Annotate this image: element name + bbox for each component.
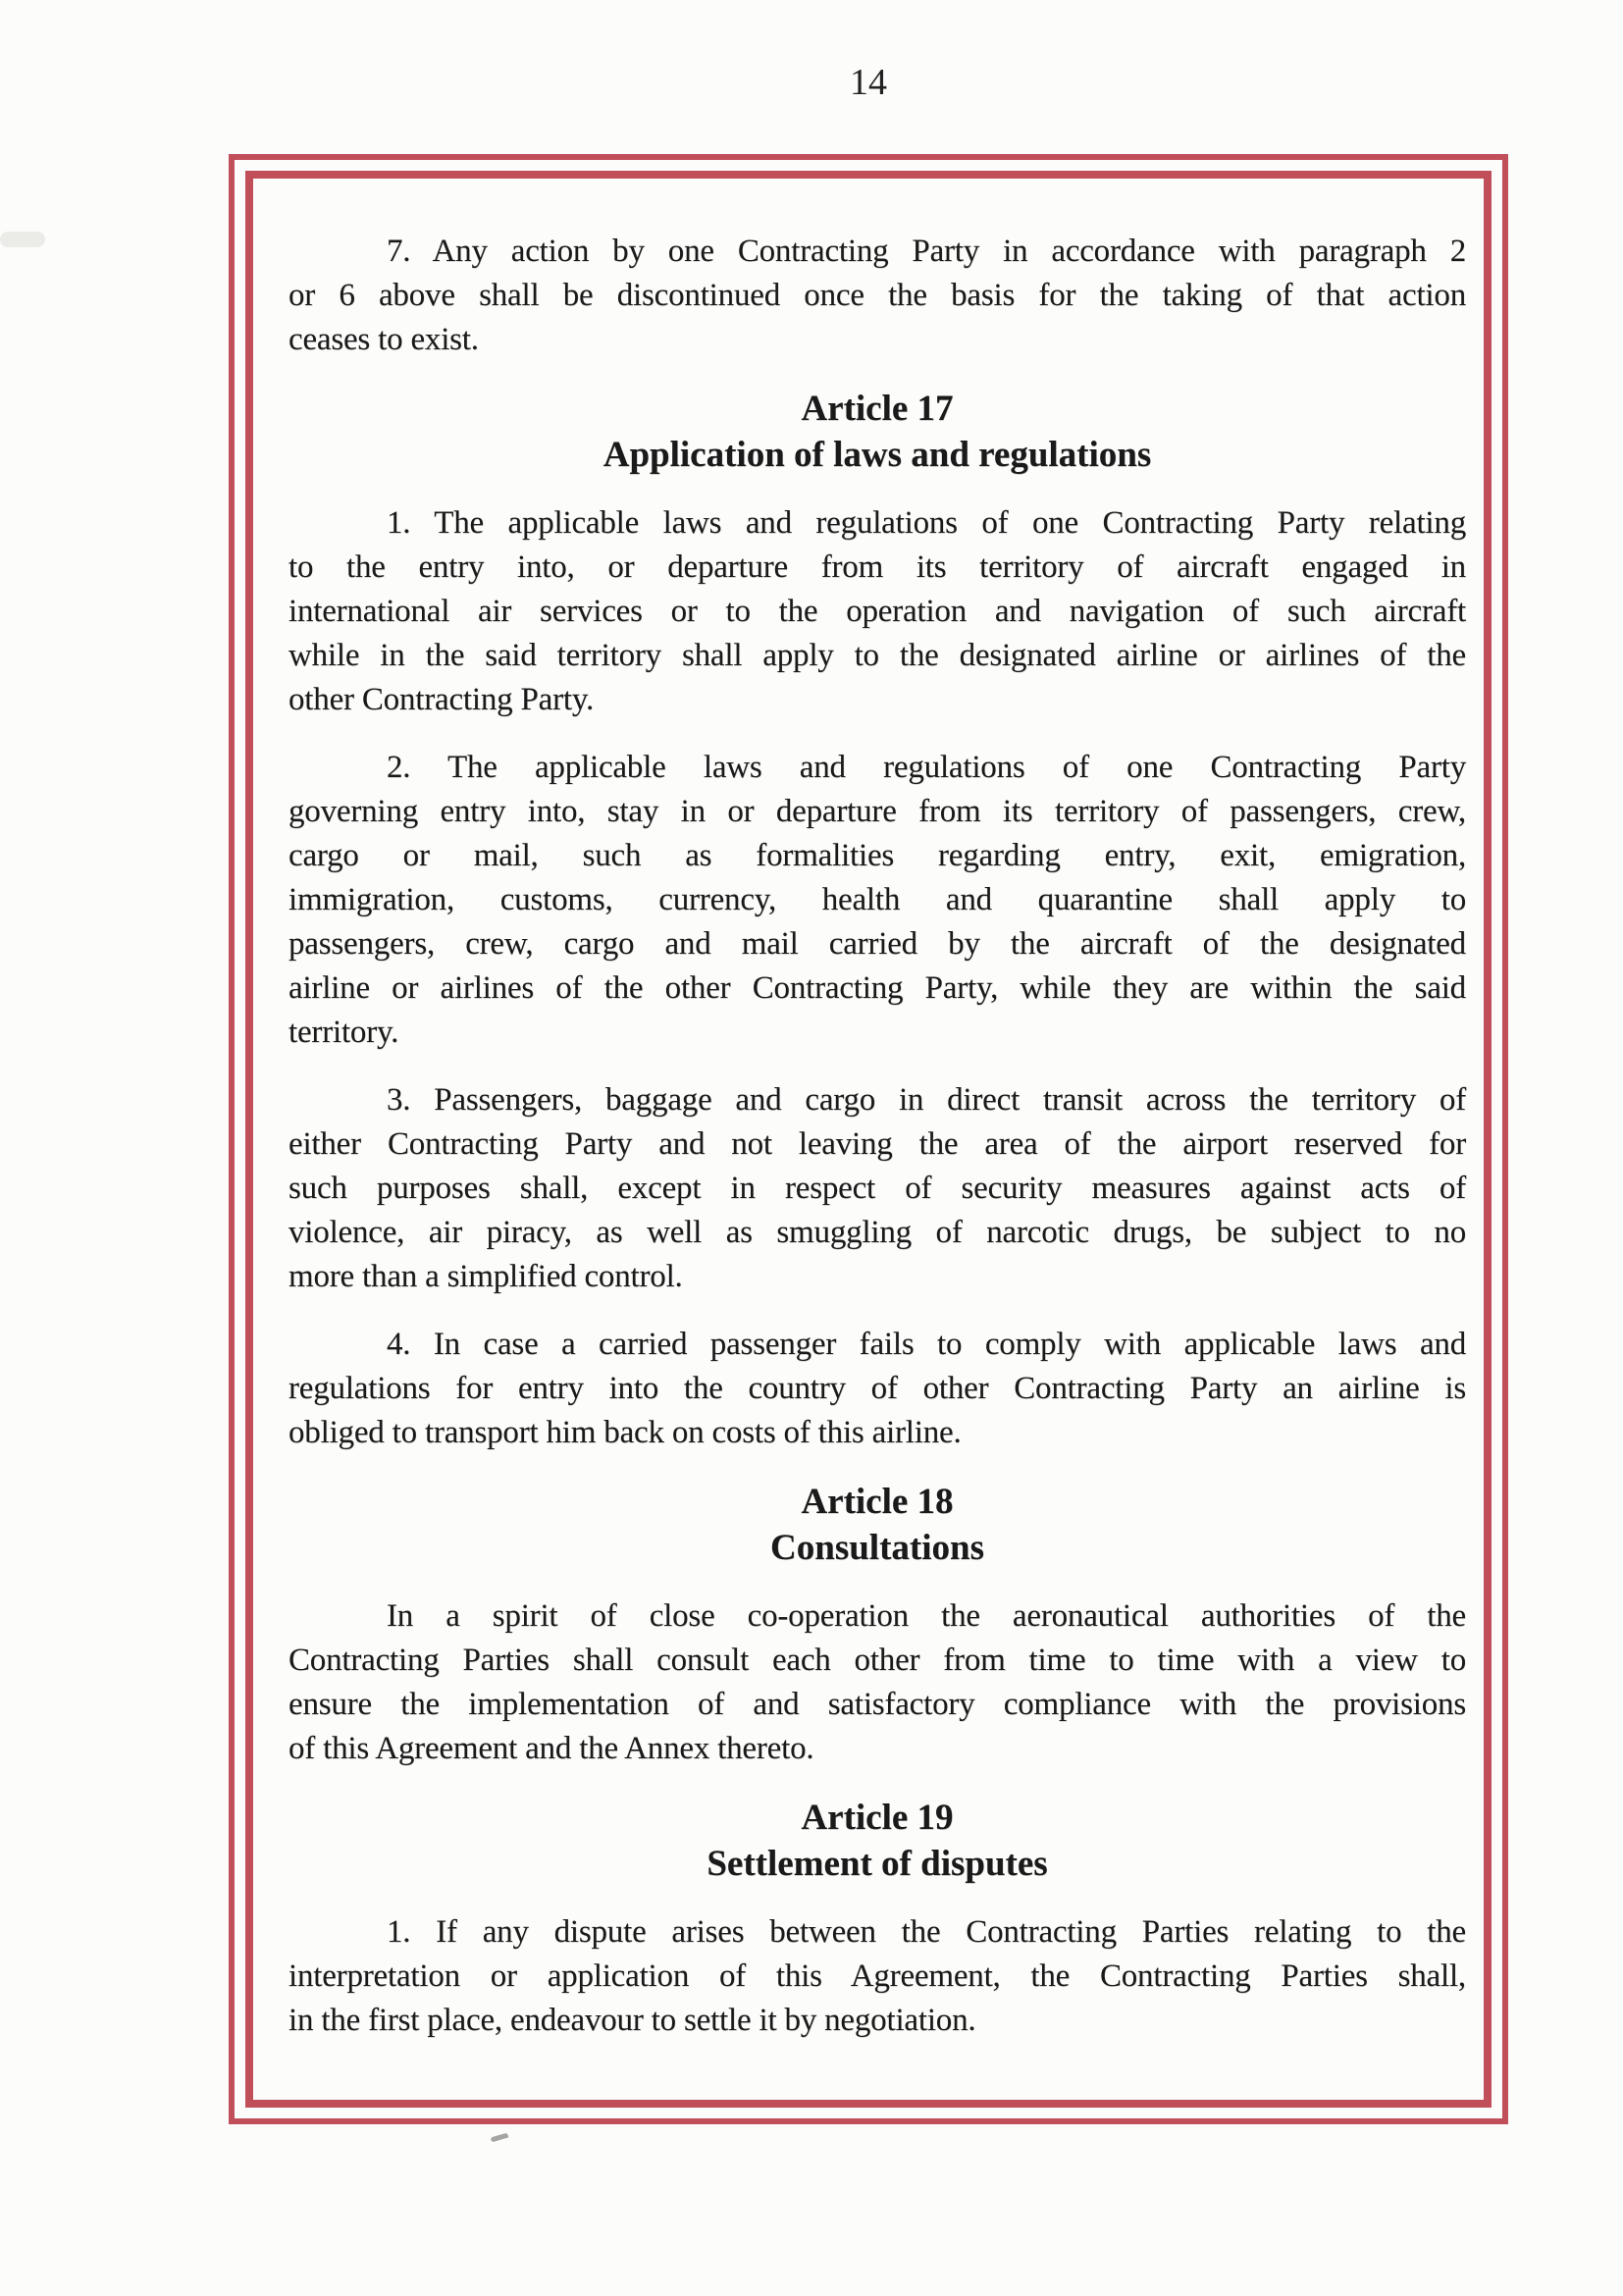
text-line: Contracting Parties shall consult each other from time to time with a view to [288,1643,1466,1678]
text-line: cargo or mail, such as formalities regarding entry, exit, emigration, [288,838,1466,873]
article-17-title: Article 17 [801,389,954,429]
text-line: either Contracting Party and not leaving the area of the airport reserved for [288,1126,1466,1162]
article-18-subtitle: Consultations [770,1528,984,1568]
page-border-outer [229,154,1508,2124]
text-line: 1. The applicable laws and regulations of one Contracting Party relating [387,505,1466,541]
text-line: international air services or to the operation and navigation of such aircraft [288,594,1466,629]
text-line: other Contracting Party. [288,682,595,717]
text-line: governing entry into, stay in or departure from its territory of passengers, crew, [288,794,1466,829]
text-line: immigration, customs, currency, health and quarantine shall apply to [288,882,1466,917]
text-line: obliged to transport him back on costs of this airline. [288,1415,962,1450]
text-line: regulations for entry into the country of other Contracting Party an airline is [288,1371,1466,1406]
article-19-paragraph-1 [288,1910,1466,2043]
text-line: 3. Passengers, baggage and cargo in direct transit across the territory of [387,1082,1466,1118]
article-18-title: Article 18 [801,1482,954,1522]
article-18-paragraph-1 [288,1594,1466,1771]
text-line: 4. In case a carried passenger fails to comply with applicable laws and [387,1327,1466,1362]
text-line: of this Agreement and the Annex thereto. [288,1731,814,1766]
text-line: 1. If any dispute arises between the Contracting Parties relating to the [387,1914,1466,1950]
text-line: interpretation or application of this Agreement, the Contracting Parties shall, [288,1958,1466,1994]
article-17-heading [288,386,1466,478]
text-line: territory. [288,1015,399,1050]
page-number: 14 [850,62,887,103]
article-17-paragraph-1 [288,501,1466,722]
text-line: such purposes shall, except in respect of security measures against acts of [288,1171,1466,1206]
page-border-inner [245,171,1492,2108]
article-17-paragraph-2 [288,746,1466,1055]
text-line: violence, air piracy, as well as smuggling of narcotic drugs, be subject to no [288,1215,1466,1250]
text-line: passengers, crew, cargo and mail carried by the aircraft of the designated [288,926,1466,962]
article-19-subtitle: Settlement of disputes [707,1844,1048,1884]
text-line: or 6 above shall be discontinued once the basis for the taking of that action [288,278,1466,313]
text-line: 2. The applicable laws and regulations of one Contracting Party [387,750,1466,785]
article-17-paragraph-3 [288,1078,1466,1299]
text-line: ceases to exist. [288,322,479,357]
text-line: to the entry into, or departure from its territory of aircraft engaged in [288,549,1466,585]
text-line: more than a simplified control. [288,1259,683,1294]
document-content [253,179,1484,2100]
article-19-heading [288,1795,1466,1887]
article-18-heading [288,1479,1466,1571]
scan-tick-artifact [491,2133,509,2143]
article-17-subtitle: Application of laws and regulations [602,435,1152,475]
text-line: ensure the implementation of and satisfactory compliance with the provisions [288,1687,1466,1722]
paragraph-intro [288,230,1466,362]
text-line: in the first place, endeavour to settle it by negotiation. [288,2003,976,2038]
text-line: In a spirit of close co-operation the aeronautical authorities of the [387,1598,1466,1634]
text-line: while in the said territory shall apply to the designated airline or airlines of the [288,638,1466,673]
article-17-paragraph-4 [288,1323,1466,1455]
article-19-title: Article 19 [801,1798,954,1838]
scan-smudge-artifact [0,232,45,247]
text-line: 7. Any action by one Contracting Party in accordance with paragraph 2 [387,234,1466,269]
text-line: airline or airlines of the other Contracting Party, while they are within the said [288,970,1466,1006]
